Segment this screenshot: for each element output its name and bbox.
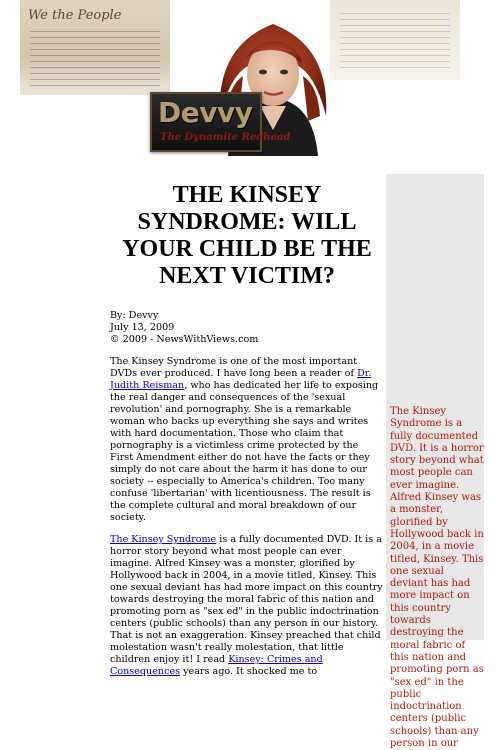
right-edge <box>484 174 495 640</box>
left-shade <box>90 174 108 640</box>
document-text-lines <box>30 26 160 86</box>
byline-copyright: © 2009 - NewsWithViews.com <box>110 334 259 345</box>
logo-name: Devvy <box>158 96 253 129</box>
byline-date: July 13, 2009 <box>110 322 175 333</box>
sidebar-pullquote: The Kinsey Syndrome is a fully documented DVD. It is a horror story beyond what most people can ever imagine. Alfred Kinsey was a monster, glorified by Hollywood back in 2004, in a movie titled, Kinsey. This one sexual deviant has had more impact on this country towards destroying the moral fabric of this nation and promoting porn as "sex ed" in the public indoctrination centers (public schools) than any person in our <box>390 406 484 750</box>
paragraph-2-text-end: years ago. It shocked me to <box>180 666 318 677</box>
article-column <box>108 174 386 677</box>
left-gutter <box>0 174 90 640</box>
link-kinsey-crimes-consequences[interactable]: Kinsey: Crimes and Consequences <box>110 654 323 677</box>
constitution-heading: We the People <box>28 8 122 23</box>
paragraph-1-text-start: The Kinsey Syndrome is one of the most important DVDs ever produced. I have long been a reader of <box>110 356 358 379</box>
link-kinsey-syndrome[interactable]: The Kinsey Syndrome <box>110 534 217 545</box>
paragraph-1 <box>108 356 386 524</box>
article-title: THE KINSEY SYNDROME: WILL YOUR CHILD BE THE NEXT VICTIM? <box>122 182 372 289</box>
link-judith-reisman[interactable]: Dr. Judith Reisman <box>110 368 372 391</box>
paragraph-1-text-end: , who has dedicated her life to exposing the real danger and consequences of the 'sexual revolution' and pornography. She is a remarkable woman who backs up everything she says and writes with hard documentation. Those who claim that pornography is a victimless crime protected by the First Amendment either do not have the facts or they simply do not care about the harm it has done to our society -- especially to America's children. Too many confuse 'libertarian' with licentiousness. The result is the complete cultural and moral breakdown of our society. <box>110 380 379 523</box>
header-banner <box>0 0 495 160</box>
site-logo[interactable] <box>150 92 291 152</box>
byline-author: By: Devvy <box>110 310 159 321</box>
logo-tagline: The Dynamite Redhead <box>160 132 291 143</box>
paragraph-2 <box>108 534 386 678</box>
document-background-image <box>330 0 460 80</box>
article-byline-block <box>108 310 386 346</box>
paragraph-2-text-middle: is a fully documented DVD. It is a horror story beyond what most people can ever imagine. Alfred Kinsey was a monster, glorified by Hollywood back in 2004, in a movie titled, Kinsey. This one sexual deviant has had more impact on this country towards destroying the moral fabric of this nation and promoting porn as "sex ed" in the public indoctrination centers (public schools) than any person in our history. That is not an exaggeration. Kinsey preached that child molestation wasn't really molestation, that little children enjoy it! I read <box>110 534 383 665</box>
